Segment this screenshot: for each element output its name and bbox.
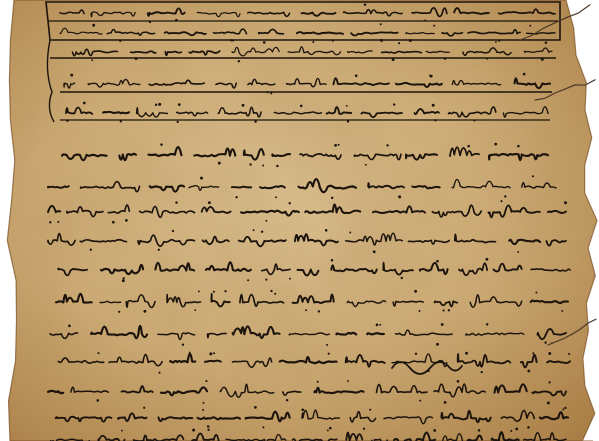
diacritic-dot xyxy=(158,103,161,106)
diacritic-dot xyxy=(68,324,71,327)
diacritic-dot xyxy=(155,103,157,105)
diacritic-dot xyxy=(494,143,497,146)
diacritic-dot xyxy=(263,41,266,44)
diacritic-dot xyxy=(83,102,86,105)
diacritic-dot xyxy=(532,352,534,354)
diacritic-dot xyxy=(175,19,178,22)
diacritic-dot xyxy=(529,25,531,27)
diacritic-dot xyxy=(365,164,367,166)
diacritic-dot xyxy=(158,372,160,374)
diacritic-dot xyxy=(66,119,68,121)
diacritic-dot xyxy=(504,195,506,197)
diacritic-dot xyxy=(364,3,367,6)
diacritic-dot xyxy=(498,40,500,42)
diacritic-dot xyxy=(274,293,276,295)
diacritic-dot xyxy=(355,74,358,77)
diacritic-dot xyxy=(202,409,204,411)
diacritic-dot xyxy=(486,58,488,60)
diacritic-dot xyxy=(247,279,249,281)
diacritic-dot xyxy=(334,144,337,147)
diacritic-dot xyxy=(254,406,257,409)
diacritic-dot xyxy=(564,407,566,409)
diacritic-dot xyxy=(545,41,548,44)
diacritic-dot xyxy=(465,352,468,355)
diacritic-dot xyxy=(481,371,483,373)
diacritic-dot xyxy=(92,24,95,27)
diacritic-dot xyxy=(436,343,439,346)
diacritic-dot xyxy=(200,177,203,180)
diacritic-dot xyxy=(419,310,421,312)
diacritic-dot xyxy=(194,309,196,311)
diacritic-dot xyxy=(178,103,181,106)
diacritic-dot xyxy=(363,428,365,430)
diacritic-dot xyxy=(207,429,209,431)
diacritic-dot xyxy=(349,232,351,234)
diacritic-dot xyxy=(434,119,436,121)
diacritic-dot xyxy=(275,196,277,198)
diacritic-dot xyxy=(238,60,240,62)
diacritic-dot xyxy=(510,430,512,432)
diacritic-dot xyxy=(286,399,288,401)
diacritic-dot xyxy=(175,201,177,203)
diacritic-dot xyxy=(457,380,460,383)
diacritic-dot xyxy=(485,258,488,261)
diacritic-dot xyxy=(189,352,191,354)
diacritic-dot xyxy=(289,202,291,204)
diacritic-dot xyxy=(143,407,145,409)
diacritic-dot xyxy=(486,323,488,325)
diacritic-dot xyxy=(276,165,278,167)
diacritic-dot xyxy=(332,39,334,41)
diacritic-dot xyxy=(301,408,304,411)
diacritic-dot xyxy=(207,425,210,428)
diacritic-dot xyxy=(415,353,417,355)
diacritic-dot xyxy=(327,429,329,431)
diacritic-dot xyxy=(135,57,138,60)
diacritic-dot xyxy=(172,230,174,232)
diacritic-dot xyxy=(564,201,567,204)
diacritic-dot xyxy=(432,104,435,107)
diacritic-dot xyxy=(433,25,435,27)
diacritic-dot xyxy=(121,430,123,432)
diacritic-dot xyxy=(289,278,291,280)
diacritic-dot xyxy=(380,39,383,42)
diacritic-dot xyxy=(568,353,570,355)
diacritic-dot xyxy=(208,201,211,204)
diacritic-dot xyxy=(270,290,272,292)
diacritic-dot xyxy=(517,145,520,148)
diacritic-dot xyxy=(562,408,564,410)
diacritic-dot xyxy=(209,352,212,355)
diacritic-dot xyxy=(120,120,122,122)
diacritic-dot xyxy=(347,120,349,122)
diacritic-dot xyxy=(97,352,99,354)
diacritic-dot xyxy=(523,73,526,76)
diacritic-dot xyxy=(379,324,381,326)
diacritic-dot xyxy=(125,219,128,222)
diacritic-dot xyxy=(474,120,476,122)
body-text-stroke xyxy=(367,333,384,334)
diacritic-dot xyxy=(254,120,256,122)
diacritic-dot xyxy=(527,426,530,429)
diacritic-dot xyxy=(380,23,382,25)
diacritic-dot xyxy=(444,401,447,404)
diacritic-dot xyxy=(409,39,412,42)
diacritic-dot xyxy=(218,162,221,165)
diacritic-dot xyxy=(224,290,226,292)
diacritic-dot xyxy=(242,104,245,107)
body-text-stroke xyxy=(205,361,221,362)
diacritic-dot xyxy=(328,353,330,355)
diacritic-dot xyxy=(331,197,333,199)
diacritic-dot xyxy=(547,401,550,404)
diacritic-dot xyxy=(429,75,431,77)
diacritic-dot xyxy=(97,399,100,402)
body-text-stroke xyxy=(232,187,251,188)
diacritic-dot xyxy=(312,41,314,43)
diacritic-dot xyxy=(424,20,426,22)
diacritic-dot xyxy=(393,103,395,105)
diacritic-dot xyxy=(548,381,550,383)
diacritic-dot xyxy=(500,200,502,202)
diacritic-dot xyxy=(331,259,334,262)
diacritic-dot xyxy=(232,39,234,41)
diacritic-dot xyxy=(213,352,215,354)
diacritic-dot xyxy=(300,105,303,108)
diacritic-dot xyxy=(326,344,328,346)
diacritic-dot xyxy=(253,229,255,231)
diacritic-dot xyxy=(535,292,537,294)
diacritic-dot xyxy=(49,221,51,223)
diacritic-dot xyxy=(177,121,179,123)
diacritic-dot xyxy=(205,380,207,382)
diacritic-dot xyxy=(123,277,125,279)
diacritic-dot xyxy=(329,427,332,430)
diacritic-dot xyxy=(401,277,403,279)
diacritic-dot xyxy=(478,429,481,432)
diacritic-dot xyxy=(122,279,125,282)
diacritic-dot xyxy=(338,144,340,146)
diacritic-dot xyxy=(158,249,160,251)
diacritic-dot xyxy=(414,290,417,293)
diacritic-dot xyxy=(262,165,264,167)
diacritic-dot xyxy=(90,249,92,251)
diacritic-dot xyxy=(270,92,272,94)
diacritic-dot xyxy=(376,324,379,327)
diacritic-dot xyxy=(192,429,195,432)
diacritic-dot xyxy=(118,311,120,313)
diacritic-dot xyxy=(143,310,146,313)
diacritic-dot xyxy=(467,145,470,148)
diacritic-dot xyxy=(532,175,534,177)
diacritic-dot xyxy=(265,279,267,281)
diacritic-dot xyxy=(369,409,371,411)
diacritic-dot xyxy=(517,251,519,253)
diacritic-dot xyxy=(317,381,319,383)
diacritic-dot xyxy=(182,344,184,346)
diacritic-dot xyxy=(267,91,269,93)
diacritic-dot xyxy=(305,309,307,311)
diacritic-dot xyxy=(119,40,121,42)
diacritic-dot xyxy=(527,370,530,373)
diacritic-dot xyxy=(443,309,445,311)
diacritic-dot xyxy=(398,195,401,198)
diacritic-dot xyxy=(433,429,436,432)
diacritic-dot xyxy=(198,290,200,292)
diacritic-dot xyxy=(346,105,348,107)
diacritic-dot xyxy=(392,58,395,61)
diacritic-dot xyxy=(265,220,267,222)
diacritic-dot xyxy=(262,426,264,428)
diacritic-dot xyxy=(373,250,376,253)
diacritic-dot xyxy=(249,163,251,165)
diacritic-dot xyxy=(57,221,59,223)
diacritic-dot xyxy=(436,260,439,263)
diacritic-dot xyxy=(541,58,544,61)
diacritic-dot xyxy=(213,291,215,293)
diacritic-dot xyxy=(70,74,73,77)
diacritic-dot xyxy=(419,400,421,402)
diacritic-dot xyxy=(160,143,163,146)
diacritic-dot xyxy=(91,59,93,61)
diacritic-dot xyxy=(235,196,237,198)
diacritic-dot xyxy=(441,323,444,326)
diacritic-dot xyxy=(203,402,205,404)
diacritic-dot xyxy=(515,427,518,430)
diacritic-dot xyxy=(444,57,447,60)
diacritic-dot xyxy=(448,309,450,311)
diacritic-dot xyxy=(149,21,151,23)
diacritic-dot xyxy=(544,341,546,343)
diacritic-dot xyxy=(561,310,563,312)
diacritic-dot xyxy=(495,41,497,43)
diacritic-dot xyxy=(386,144,388,146)
diacritic-dot xyxy=(398,42,400,44)
diacritic-dot xyxy=(325,229,328,232)
diacritic-dot xyxy=(261,231,263,233)
diacritic-dot xyxy=(548,352,551,355)
diacritic-dot xyxy=(112,221,115,224)
diacritic-dot xyxy=(347,380,349,382)
diacritic-dot xyxy=(318,310,320,312)
